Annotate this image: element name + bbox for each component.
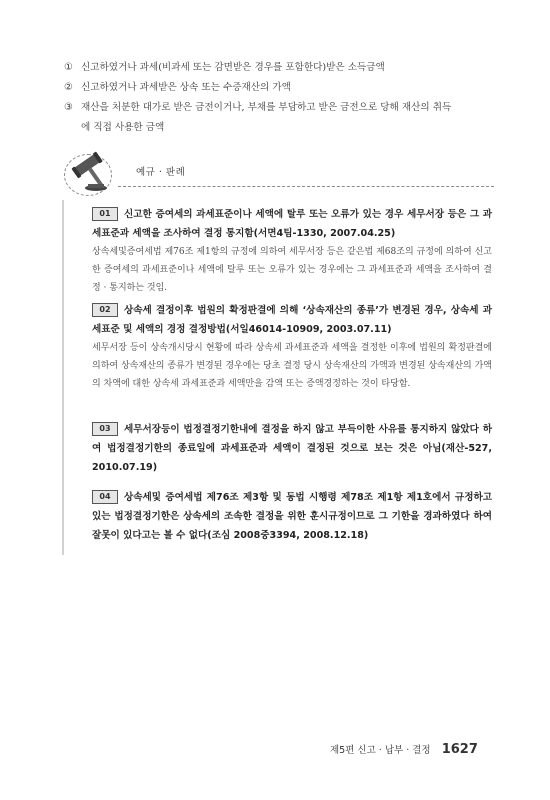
page-number: 1627 [441,742,478,757]
list-item-text: 재산을 처분한 대가로 받은 금전이거나, 부채를 부담하고 받은 금전으로 당해 재산의 취득 [81,102,452,113]
list-item-text: 신고하였거나 과세받은 상속 또는 수증재산의 가액 [81,82,291,93]
case-title-block [92,205,492,243]
list-item [64,98,504,118]
list-item-number: ① [64,62,73,73]
case-title-block [92,301,492,339]
case-number-badge: 02 [92,303,118,317]
list-item [64,78,504,98]
numbered-list [64,58,504,138]
case-item [92,205,492,297]
case-body: 상속세및증여세법 제76조 제1항의 규정에 의하여 세무서장 등은 같은법 제68조의 규정에 의하여 신고한 증여세의 과세표준이나 세액에 탈루 또는 오류가 있는 경우에는 그 과세표준과 세액을 조사하여 결정 · 통지하는 것임. [92,247,492,293]
case-title: 상속세및 증여세법 제76조 제3항 및 동법 시행령 제78조 제1항 제1호에서 규정하고 있는 법정결정기한은 상속세의 조속한 결정을 위한 훈시규정이므로 그 기한을 경과하였다 하여 잘못이 있다고는 볼 수 없다(조심 2008중3394, 2008.12.18) [92,492,492,541]
case-number-badge: 03 [92,422,118,436]
precedent-section-header [58,150,498,196]
case-title: 상속세 결정이후 법원의 확정판결에 의해 ‘상속재산의 종류’가 변경된 경우, 상속세 과세표준 및 세액의 경정 결정방법(서일46014-10909, 2003.07.11) [92,305,492,335]
case-title: 신고한 증여세의 과세표준이나 세액에 탈루 또는 오류가 있는 경우 세무서장 등은 그 과세표준과 세액을 조사하여 결정 통지함(서면4팀-1330, 2007.04.25) [92,209,492,239]
section-label: 예규 · 판례 [136,167,186,178]
case-title-block [92,488,492,545]
case-item [92,420,492,477]
case-item [92,301,492,393]
case-number-badge: 01 [92,207,118,221]
case-title-block [92,420,492,477]
case-body: 세무서장 등이 상속개시당시 현황에 따라 상속세 과세표준과 세액을 결정한 이후에 법원의 확정판결에 의하여 상속재산의 종류가 변경된 경우에는 당초 결정 당시 상속재산의 가액과 변경된 상속재산의 가액의 차액에 대한 상속세 과세표준과 세액만을 감액 또는 증액경정하는 것이 타당함. [92,343,492,389]
list-item-continuation: 에 직접 사용한 금액 [81,122,165,133]
header-divider [118,186,494,187]
case-number-badge: 04 [92,490,118,504]
list-item-number: ② [64,82,73,93]
section-rule [62,200,64,555]
page-footer [330,738,478,757]
case-title: 세무서장등이 법정결정기한내에 결정을 하지 않고 부득이한 사유를 통지하지 않았다 하여 법정결정기한의 종료일에 과세표준과 세액이 결정된 것으로 보는 것은 아님(재산-527, 2010.07.19) [92,424,492,473]
list-item-text: 신고하였거나 과세(비과세 또는 감면받은 경우를 포함한다)받은 소득금액 [81,62,385,73]
footer-section-title: 제5편 신고 · 납부 · 결정 [330,745,431,756]
list-item [64,58,504,78]
case-item [92,488,492,545]
gavel-icon [66,150,112,194]
list-item-number: ③ [64,102,73,113]
